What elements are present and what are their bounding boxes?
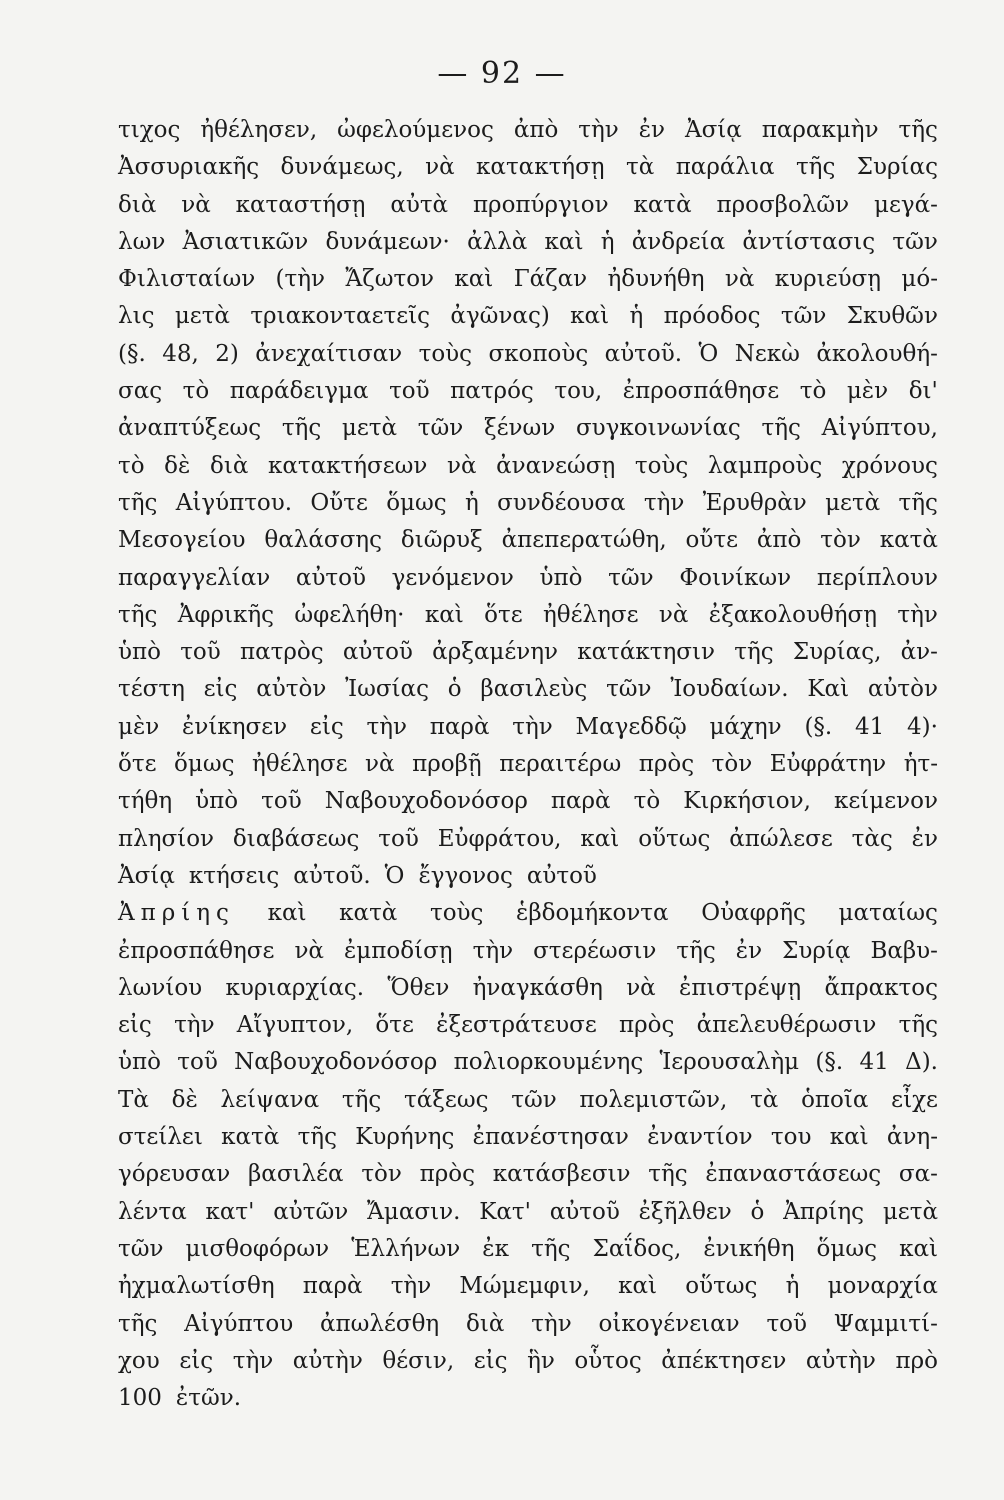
text-line: τέστη εἰς αὐτὸν Ἰωσίας ὁ βασιλεὺς τῶν Ἰουδαίων. Καὶ αὐτὸν [118, 676, 938, 703]
text-line: ἀναπτύξεως τῆς μετὰ τῶν ξένων συγκοινωνίας τῆς Αἰγύπτου, [118, 415, 938, 442]
text-line: λων Ἀσιατικῶν δυνάμεων· ἀλλὰ καὶ ἡ ἀνδρεία ἀντίστασις τῶν [118, 228, 938, 255]
text-line: ὑπὸ τοῦ Ναβουχοδονόσορ πολιορκουμένης Ἱερουσαλὴμ (§. 41 Δ). [118, 1049, 938, 1076]
text-line: λωνίου κυριαρχίας. Ὅθεν ἠναγκάσθη νὰ ἐπιστρέψῃ ἄπρακτος [118, 974, 938, 1001]
text-line: μὲν ἐνίκησεν εἰς τὴν παρὰ τὴν Μαγεδδῷ μάχην (§. 41 4)· [118, 713, 938, 740]
text-line: Ἀσίᾳ κτήσεις αὐτοῦ. Ὁ ἔγγονος αὐτοῦ [118, 862, 597, 889]
text-line: εἰς τὴν Αἴγυπτον, ὅτε ἐξεστράτευσε πρὸς ἀπελευθέρωσιν τῆς [118, 1012, 938, 1039]
text-line: διὰ νὰ καταστήσῃ αὐτὰ προπύργιον κατὰ προσβολῶν μεγά- [118, 191, 938, 218]
text-line: χου εἰς τὴν αὐτὴν θέσιν, εἰς ἣν οὗτος ἀπέκτησεν αὐτὴν πρὸ [118, 1347, 938, 1374]
text-line: ὑπὸ τοῦ πατρὸς αὐτοῦ ἀρξαμένην κατάκτησιν τῆς Συρίας, ἀν- [118, 639, 938, 666]
body-text [118, 112, 938, 1417]
text-line: τῆς Ἀφρικῆς ὠφελήθη· καὶ ὅτε ἠθέλησε νὰ ἐξακολουθήσῃ τὴν [118, 601, 938, 628]
text-line: Φιλισταίων (τὴν Ἄζωτον καὶ Γάζαν ἠδυνήθη νὰ κυριεύσῃ μό- [118, 266, 938, 293]
text-line: σας τὸ παράδειγμα τοῦ πατρός του, ἐπροσπάθησε τὸ μὲν δι' [118, 378, 938, 405]
text-line: τῶν μισθοφόρων Ἑλλήνων ἐκ τῆς Σαΐδος, ἐνικήθη ὅμως καὶ [118, 1235, 938, 1262]
text-line: στείλει κατὰ τῆς Κυρήνης ἐπανέστησαν ἐναντίον του καὶ ἀνη- [118, 1124, 938, 1151]
text-line: παραγγελίαν αὐτοῦ γενόμενον ὑπὸ τῶν Φοινίκων περίπλουν [118, 564, 938, 591]
text-line: τῆς Αἰγύπτου ἀπωλέσθη διὰ τὴν οἰκογένειαν τοῦ Ψαμμιτί- [118, 1310, 938, 1337]
text-line: (§. 48, 2) ἀνεχαίτισαν τοὺς σκοποὺς αὐτοῦ. Ὁ Νεκὼ ἀκολουθή- [118, 340, 938, 367]
text-line: πλησίον διαβάσεως τοῦ Εὐφράτου, καὶ οὕτως ἀπώλεσε τὰς ἐν [118, 825, 938, 852]
page-number: — 92 — [437, 56, 567, 91]
text-line: λέντα κατ' αὐτῶν Ἄμασιν. Κατ' αὐτοῦ ἐξῆλθεν ὁ Ἀπρίης μετὰ [118, 1198, 938, 1225]
text-line: γόρευσαν βασιλέα τὸν πρὸς κατάσβεσιν τῆς ἐπαναστάσεως σα- [118, 1161, 938, 1188]
text-line: 100 ἐτῶν. [118, 1385, 242, 1412]
text-line: τήθη ὑπὸ τοῦ Ναβουχοδονόσορ παρὰ τὸ Κιρκήσιον, κείμενον [118, 788, 938, 815]
text-line: τιχος ἠθέλησεν, ὠφελούμενος ἀπὸ τὴν ἐν Ἀσίᾳ παρακμὴν τῆς [118, 117, 938, 143]
text-line: ἐπροσπάθησε νὰ ἐμποδίσῃ τὴν στερέωσιν τῆς ἐν Συρίᾳ Βαβυ- [118, 937, 938, 964]
text-line: Ἀπρίης καὶ κατὰ τοὺς ἑβδομήκοντα Οὐαφρῆς ματαίως [118, 900, 938, 927]
text-line: Μεσογείου θαλάσσης διῶρυξ ἀπεπερατώθη, οὔτε ἀπὸ τὸν κατὰ [118, 527, 938, 554]
text-line: ἠχμαλωτίσθη παρὰ τὴν Μώμεμφιν, καὶ οὕτως ἡ μοναρχία [118, 1273, 938, 1300]
text-line: τῆς Αἰγύπτου. Οὔτε ὅμως ἡ συνδέουσα τὴν Ἐρυθρὰν μετὰ τῆς [118, 489, 938, 516]
text-line: τὸ δὲ διὰ κατακτήσεων νὰ ἀνανεώσῃ τοὺς λαμπροὺς χρόνους [118, 452, 938, 479]
text-line: Τὰ δὲ λείψανα τῆς τάξεως τῶν πολεμιστῶν, τὰ ὁποῖα εἶχε [118, 1086, 938, 1113]
text-line: Ἀσσυριακῆς δυνάμεως, νὰ κατακτήσῃ τὰ παράλια τῆς Συρίας [118, 154, 938, 181]
text-line: λις μετὰ τριακονταετεῖς ἀγῶνας) καὶ ἡ πρόοδος τῶν Σκυθῶν [118, 303, 938, 330]
text-line: ὅτε ὅμως ἠθέλησε νὰ προβῇ περαιτέρω πρὸς τὸν Εὐφράτην ἡτ- [118, 751, 938, 778]
